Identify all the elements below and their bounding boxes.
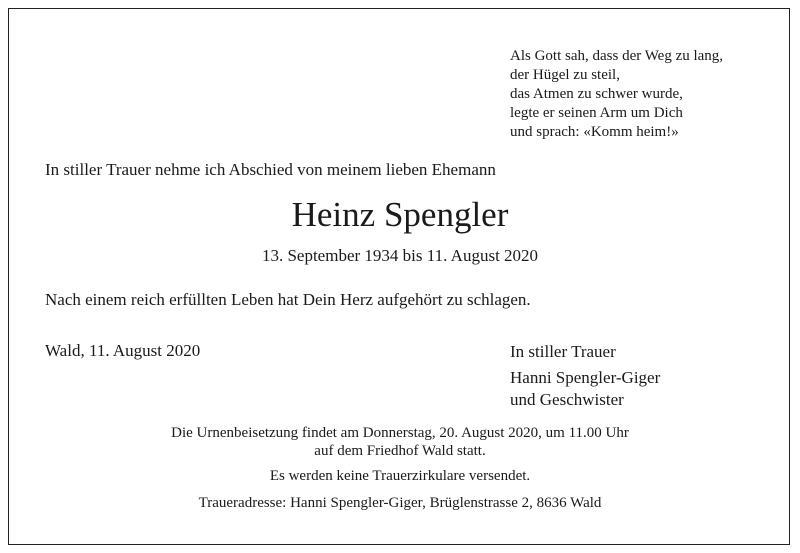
poem-line: legte er seinen Arm um Dich	[510, 105, 683, 121]
poem-line: der Hügel zu steil,	[510, 67, 620, 83]
deceased-name: Heinz Spengler	[291, 195, 509, 234]
life-text: Nach einem reich erfüllten Leben hat Dein Herz aufgehört zu schlagen.	[45, 290, 531, 309]
circulars-note: Es werden keine Trauerzirkulare versendet.	[269, 468, 531, 484]
mourner-name: und Geschwister	[510, 390, 624, 409]
mourners-block	[510, 341, 660, 411]
urn-burial-line: auf dem Friedhof Wald statt.	[314, 443, 486, 459]
poem	[510, 47, 723, 142]
poem-line: und sprach: «Komm heim!»	[510, 124, 679, 140]
urn-burial-notice	[0, 424, 800, 460]
mourning-address: Traueradresse: Hanni Spengler-Giger, Brüglenstrasse 2, 8636 Wald	[198, 495, 602, 511]
mourner-name: Hanni Spengler-Giger	[510, 368, 661, 387]
intro-text: In stiller Trauer nehme ich Abschied von meinem lieben Ehemann	[45, 160, 496, 179]
poem-line: das Atmen zu schwer wurde,	[510, 86, 683, 102]
life-dates: 13. September 1934 bis 11. August 2020	[261, 246, 539, 265]
mourners-lead: In stiller Trauer	[510, 342, 616, 361]
place-date: Wald, 11. August 2020	[45, 341, 201, 360]
poem-line: Als Gott sah, dass der Weg zu lang,	[510, 48, 724, 64]
urn-burial-line: Die Urnenbeisetzung findet am Donnerstag, 20. August 2020, um 11.00 Uhr	[171, 425, 629, 441]
